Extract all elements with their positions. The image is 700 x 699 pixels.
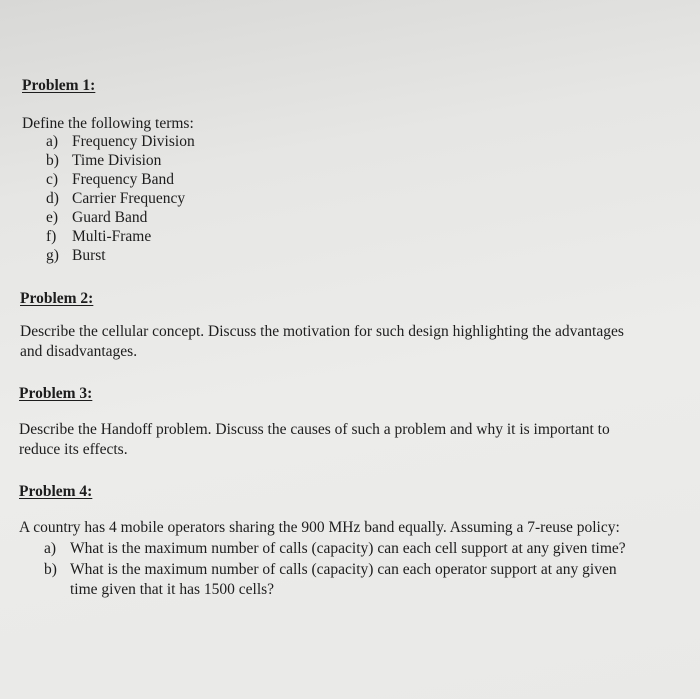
list-item-text: Burst: [72, 247, 106, 264]
problem-2-text: [20, 322, 624, 362]
list-item: [46, 209, 147, 227]
list-item-text: Frequency Band: [72, 171, 175, 188]
list-item-text: What is the maximum number of calls (capacity) can each cell support at any given time?: [70, 540, 626, 557]
problem-1-heading: Problem 1:: [22, 77, 96, 94]
list-item-text: time given that it has 1500 cells?: [70, 581, 275, 598]
problem-1-intro: Define the following terms:: [22, 115, 194, 132]
problem-4-heading: Problem 4:: [19, 483, 93, 500]
paragraph-line: Describe the Handoff problem. Discuss the causes of such a problem and why it is important to: [19, 421, 610, 438]
list-item: [46, 247, 106, 265]
problem-3-heading: Problem 3:: [19, 385, 93, 402]
paragraph-line: and disadvantages.: [20, 343, 138, 360]
list-item-text: What is the maximum number of calls (capacity) can each operator support at any given: [70, 561, 617, 578]
list-item: [46, 190, 185, 208]
list-marker: c): [46, 171, 59, 188]
list-marker: a): [44, 540, 57, 557]
problem-2-heading: Problem 2:: [20, 290, 94, 307]
list-marker: b): [44, 561, 57, 578]
list-item: [46, 133, 195, 151]
list-item-text: Carrier Frequency: [72, 190, 186, 207]
list-item-text: Guard Band: [72, 209, 148, 226]
list-marker: g): [46, 247, 59, 264]
problem-4-intro: A country has 4 mobile operators sharing the 900 MHz band equally. Assuming a 7-reuse policy:: [19, 519, 620, 536]
list-item: [46, 228, 151, 246]
list-marker: b): [46, 152, 59, 169]
list-item-text: Frequency Division: [72, 133, 195, 150]
paragraph-line: reduce its effects.: [19, 441, 128, 458]
list-item: [46, 171, 174, 189]
list-item-text: Time Division: [72, 152, 162, 169]
list-marker: e): [46, 209, 59, 226]
problem-3-text: [19, 420, 610, 460]
list-marker: a): [46, 133, 59, 150]
list-item-text: Multi-Frame: [72, 228, 152, 245]
list-marker: d): [46, 190, 59, 207]
paragraph-line: Describe the cellular concept. Discuss the motivation for such design highlighting the advantages: [20, 323, 624, 340]
list-marker: f): [46, 228, 57, 245]
list-item: [46, 152, 161, 170]
